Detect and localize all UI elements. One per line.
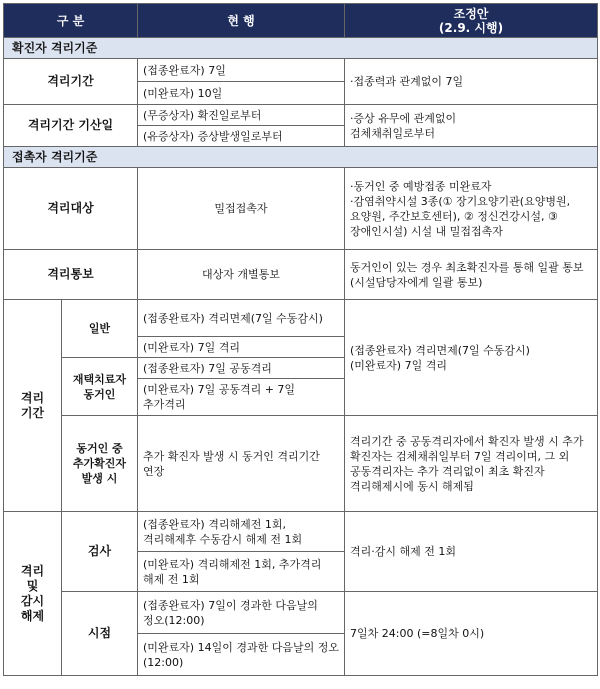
section-confirmed bbox=[4, 38, 598, 59]
sub-label-general: 일반 bbox=[62, 300, 138, 358]
cell-current: (접종완료자) 7일이 경과한 다음날의 정오(12:00) bbox=[138, 592, 345, 634]
cell-current: (미완료자) 10일 bbox=[138, 82, 345, 105]
cell-current: 밀접접촉자 bbox=[138, 168, 345, 250]
sub-label-test: 검사 bbox=[62, 512, 138, 592]
cell-proposal: 동거인이 있는 경우 최초확진자를 통해 일괄 통보 (시설담당자에게 일괄 통보) bbox=[345, 250, 598, 300]
cell-current: (미완료자) 14일이 경과한 다음날의 정오(12:00) bbox=[138, 634, 345, 676]
cell-proposal: 격리기간 중 공동격리자에서 확진자 발생 시 추가 확진자는 검체채취일부터 7일 격리이며, 그 외 공동격리자는 추가 격리없이 최초 확진자 격리해제시에 동시 해제됨 bbox=[345, 416, 598, 512]
sub-label-home-treatment: 재택치료자 동거인 bbox=[62, 358, 138, 416]
cell-current: 대상자 개별통보 bbox=[138, 250, 345, 300]
cell-current: (접종완료자) 7일 bbox=[138, 59, 345, 82]
section-contact bbox=[4, 147, 598, 168]
row-label-notice: 격리통보 bbox=[4, 250, 138, 300]
sub-label-time: 시점 bbox=[62, 592, 138, 676]
row-label-release: 격리 및 감시 해제 bbox=[4, 512, 62, 676]
section-title-contact: 접촉자 격리기준 bbox=[4, 147, 598, 168]
cell-current: (미완료자) 격리해제전 1회, 추가격리 해제 전 1회 bbox=[138, 552, 345, 592]
cell-current: (접종완료자) 격리면제(7일 수동감시) bbox=[138, 300, 345, 337]
sub-label-extra-case: 동거인 중 추가확진자 발생 시 bbox=[62, 416, 138, 512]
cell-proposal: ·접종력과 관계없이 7일 bbox=[345, 59, 598, 105]
cell-proposal: 격리·감시 해제 전 1회 bbox=[345, 512, 598, 592]
row-label-target: 격리대상 bbox=[4, 168, 138, 250]
cell-current: (미완료자) 7일 공동격리 + 7일 추가격리 bbox=[138, 379, 345, 416]
row-label-start-date: 격리기간 기산일 bbox=[4, 105, 138, 147]
cell-current: (미완료자) 7일 격리 bbox=[138, 337, 345, 358]
row-label-isolation-period: 격리기간 bbox=[4, 59, 138, 105]
header-current: 현 행 bbox=[138, 4, 345, 38]
cell-current: (유증상자) 증상발생일로부터 bbox=[138, 126, 345, 147]
cell-proposal: ·증상 유무에 관계없이 검체채취일로부터 bbox=[345, 105, 598, 147]
cell-proposal: ·동거인 중 예방접종 미완료자 ·감염취약시설 3종(① 장기요양기관(요양병원, 요양원, 주간보호센터), ② 정신건강시설, ③ 장애인시설) 시설 내 밀접접촉자 bbox=[345, 168, 598, 250]
cell-proposal: 7일차 24:00 (=8일차 0시) bbox=[345, 592, 598, 676]
section-title-confirmed: 확진자 격리기준 bbox=[4, 38, 598, 59]
cell-current: 추가 확진자 발생 시 동거인 격리기간 연장 bbox=[138, 416, 345, 512]
cell-proposal: (접종완료자) 격리면제(7일 수동감시) (미완료자) 7일 격리 bbox=[345, 300, 598, 416]
policy-comparison-table bbox=[3, 3, 598, 676]
header-category: 구 분 bbox=[4, 4, 138, 38]
cell-current: (접종완료자) 격리해제전 1회, 격리해제후 수동감시 해제 전 1회 bbox=[138, 512, 345, 552]
cell-current: (접종완료자) 7일 공동격리 bbox=[138, 358, 345, 379]
cell-current: (무증상자) 확진일로부터 bbox=[138, 105, 345, 126]
row-label-isolation: 격리 기간 bbox=[4, 300, 62, 512]
header-proposal: 조정안 (2.9. 시행) bbox=[345, 4, 598, 38]
